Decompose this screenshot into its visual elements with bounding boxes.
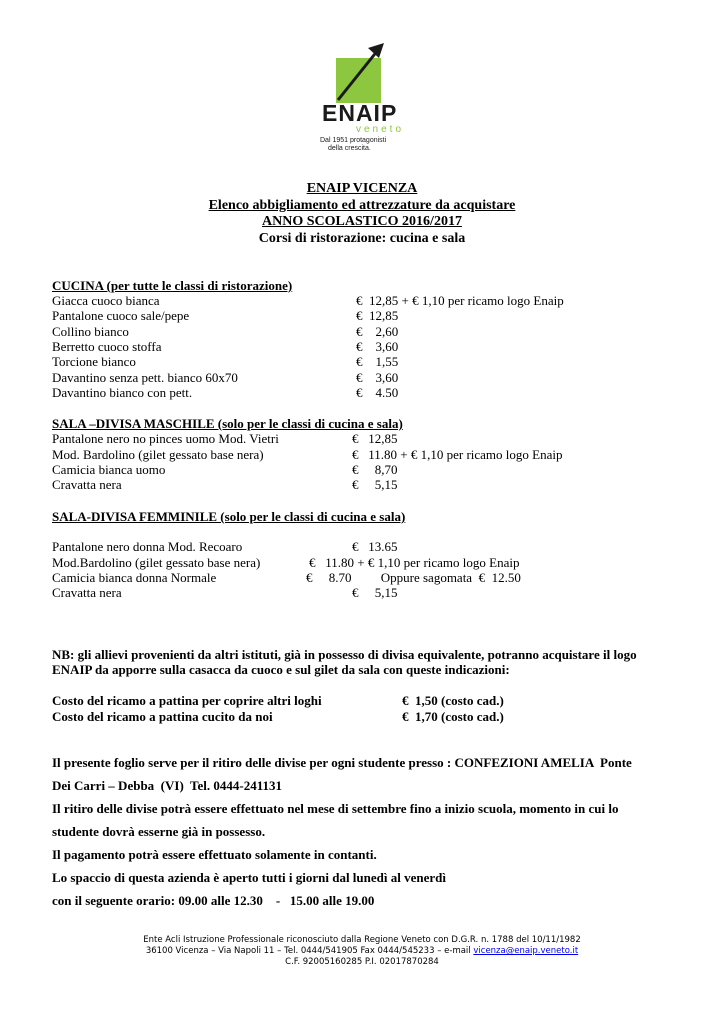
nb-line-1: NB: gli allievi provenienti da altri istituti, già in possesso di divisa equivalente, potranno acquistare il logo <box>52 647 637 662</box>
list-item-price: € 11.80 + € 1,10 per ricamo logo Enaip <box>309 555 520 570</box>
list-item-price: € 8.70 Oppure sagomata € 12.50 <box>306 570 521 585</box>
list-item-name: Collino bianco <box>52 324 129 339</box>
list-item-name: Pantalone nero no pinces uomo Mod. Vietri <box>52 431 279 446</box>
info-line: Lo spaccio di questa azienda è aperto tutti i giorni dal lunedì al venerdì <box>52 870 446 885</box>
list-item-name: Pantalone nero donna Mod. Recoaro <box>52 539 243 554</box>
header-line-3: ANNO SCOLASTICO 2016/2017 <box>262 214 462 229</box>
logo-tagline-1: Dal 1951 protagonisti <box>320 137 387 144</box>
sala-femminile-title: SALA-DIVISA FEMMINILE (solo per le classi di cucina e sala) <box>52 509 406 524</box>
list-item-name: Giacca cuoco bianca <box>52 293 160 308</box>
list-item-price: € 11.80 + € 1,10 per ricamo logo Enaip <box>352 447 563 462</box>
ricamo-label: Costo del ricamo a pattina per coprire altri loghi <box>52 693 322 708</box>
list-item-name: Berretto cuoco stoffa <box>52 339 162 354</box>
list-item-price: € 12,85 + € 1,10 per ricamo logo Enaip <box>356 293 564 308</box>
header-line-1: ENAIP VICENZA <box>306 181 418 196</box>
list-item-price: € 12,85 <box>356 308 399 323</box>
info-line: Dei Carri – Debba (VI) Tel. 0444-241131 <box>52 778 283 793</box>
list-item-price: € 2,60 <box>356 324 399 339</box>
list-item-name: Cravatta nera <box>52 477 122 492</box>
info-line: Il presente foglio serve per il ritiro delle divise per ogni studente presso : CONFEZIONI AMELIA Ponte <box>52 755 632 770</box>
list-item-name: Camicia bianca uomo <box>52 462 166 477</box>
list-item-name: Davantino bianco con pett. <box>52 385 193 400</box>
header-line-4: Corsi di ristorazione: cucina e sala <box>258 231 466 246</box>
list-item-price: € 5,15 <box>352 585 398 600</box>
list-item-name: Mod.Bardolino (gilet gessato base nera) <box>52 555 261 570</box>
ricamo-label: Costo del ricamo a pattina cucito da noi <box>52 709 273 724</box>
list-item-price: € 12,85 <box>352 431 398 446</box>
list-item-name: Torcione bianco <box>52 354 136 369</box>
list-item-price: € 13.65 <box>352 539 398 554</box>
list-item-price: € 8,70 <box>352 462 398 477</box>
info-line: studente dovrà esserne già in possesso. <box>52 824 266 839</box>
list-item-price: € 5,15 <box>352 477 398 492</box>
list-item-price: € 3,60 <box>356 339 399 354</box>
logo-region: veneto <box>356 124 405 135</box>
list-item-name: Mod. Bardolino (gilet gessato base nera) <box>52 447 264 462</box>
footer-address: 36100 Vicenza – Via Napoli 11 – Tel. 0444/541905 Fax 0444/545233 – e-mail <box>145 946 471 956</box>
nb-line-2: ENAIP da apporre sulla casacca da cuoco e sul gilet da sala con queste indicazioni: <box>52 662 510 677</box>
footer-line-3: C.F. 92005160285 P.I. 02017870284 <box>285 957 439 967</box>
footer-email-link[interactable]: vicenza@enaip.veneto.it <box>473 946 579 956</box>
list-item-price: € 3,60 <box>356 370 399 385</box>
header-line-2: Elenco abbigliamento ed attrezzature da acquistare <box>208 198 516 213</box>
footer-line-2 <box>0 946 724 957</box>
logo-tagline-2: della crescita. <box>328 145 371 152</box>
list-item-name: Cravatta nera <box>52 585 122 600</box>
sala-maschile-title: SALA –DIVISA MASCHILE (solo per le classi di cucina e sala) <box>52 416 403 431</box>
list-item-name: Davantino senza pett. bianco 60x70 <box>52 370 238 385</box>
info-line: con il seguente orario: 09.00 alle 12.30 - 15.00 alle 19.00 <box>52 893 375 908</box>
list-item-price: € 1,55 <box>356 354 399 369</box>
info-line: Il pagamento potrà essere effettuato solamente in contanti. <box>52 847 377 862</box>
ricamo-price: € 1,50 (costo cad.) <box>402 693 504 708</box>
info-line: Il ritiro delle divise potrà essere effettuato nel mese di settembre fino a inizio scuola, momento in cui lo <box>52 801 619 816</box>
list-item-name: Camicia bianca donna Normale <box>52 570 217 585</box>
ricamo-price: € 1,70 (costo cad.) <box>402 709 504 724</box>
list-item-name: Pantalone cuoco sale/pepe <box>52 308 190 323</box>
footer-line-1: Ente Acli Istruzione Professionale riconosciuto dalla Regione Veneto con D.G.R. n. 1788 del 10/11/1982 <box>143 935 581 945</box>
list-item-price: € 4.50 <box>356 385 399 400</box>
cucina-title: CUCINA (per tutte le classi di ristorazione) <box>52 278 293 293</box>
enaip-logo <box>318 40 408 155</box>
logo-name: ENAIP <box>322 100 398 126</box>
